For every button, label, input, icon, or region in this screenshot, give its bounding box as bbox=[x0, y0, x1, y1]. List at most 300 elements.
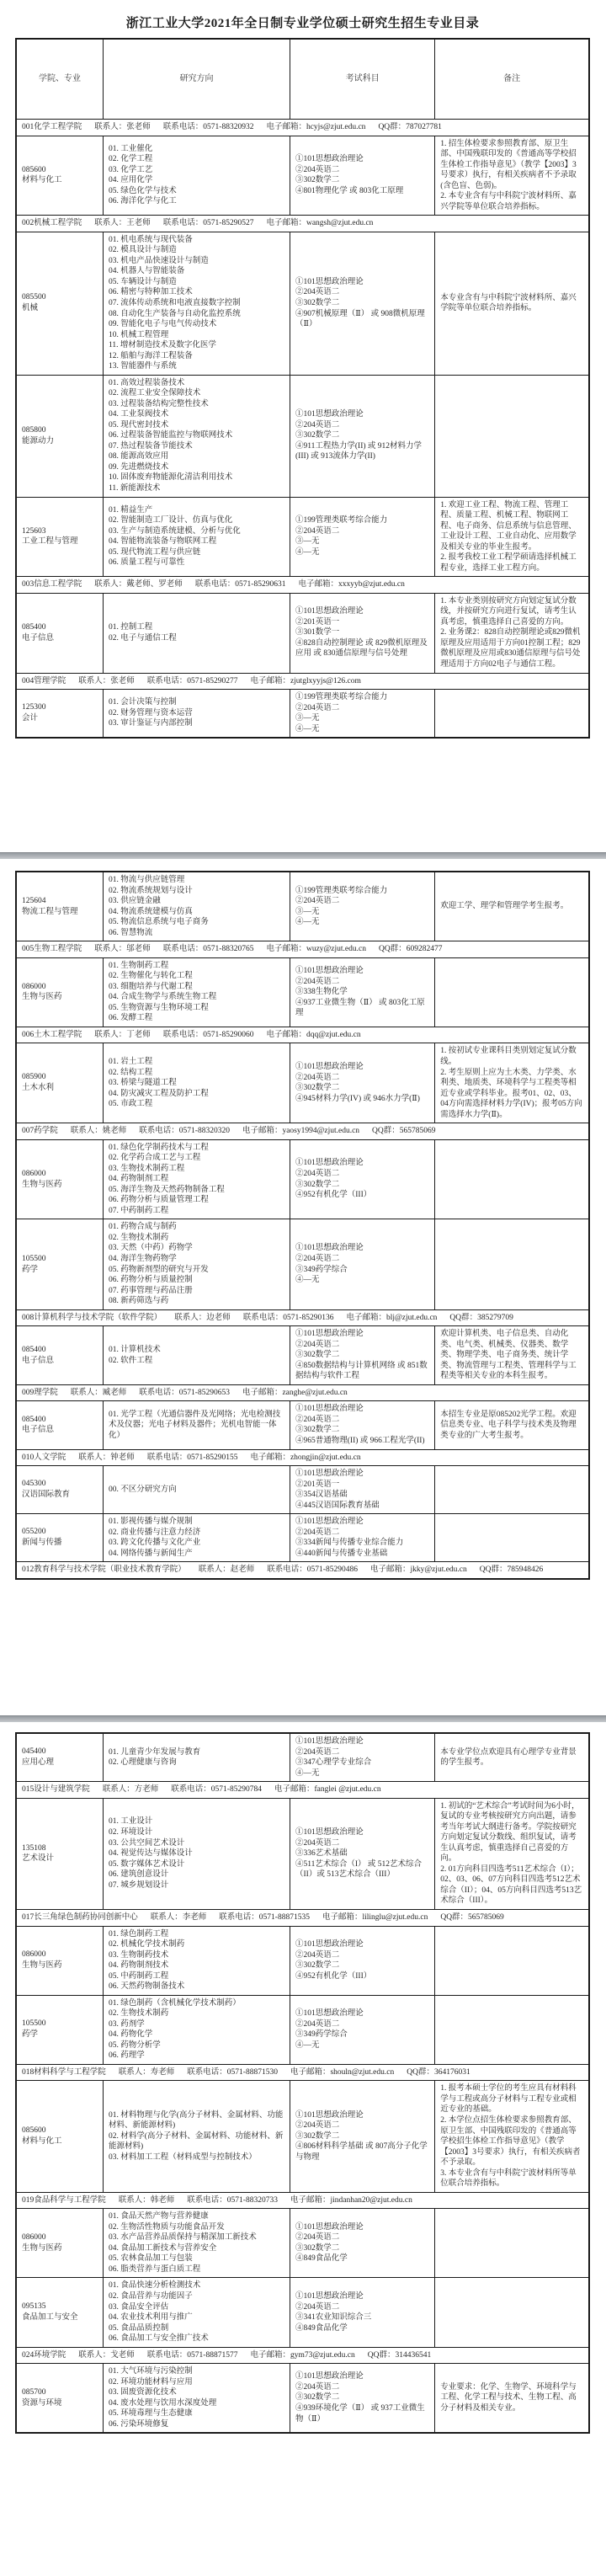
college-qq: QQ群：314436541 bbox=[367, 2350, 432, 2360]
column-header: 研究方向 bbox=[104, 39, 290, 120]
college-email: 电子邮箱：jkky@zjut.edu.cn bbox=[369, 1565, 467, 1575]
college-header-cell bbox=[16, 941, 589, 958]
college-name: 010人文学院 bbox=[22, 1453, 66, 1462]
directions-cell bbox=[104, 1401, 290, 1449]
exam-subject-item: ①101思想政治理论 bbox=[295, 2009, 364, 2019]
remarks-cell bbox=[435, 957, 589, 1027]
direction-item: 02. 结构工程 bbox=[109, 1068, 153, 1077]
direction-item: 04. 海洋生物药物学 bbox=[109, 1255, 177, 1263]
college-email: 电子邮箱：shouln@zjut.edu.cn bbox=[290, 2067, 395, 2077]
remarks-cell bbox=[435, 690, 589, 739]
direction-item: 05. 物流信息系统与电子商务 bbox=[109, 918, 209, 927]
exam-subject-item: ②201英语一 bbox=[295, 617, 340, 627]
program-cell bbox=[16, 1733, 104, 1782]
college-header-row bbox=[16, 120, 589, 136]
direction-item: 03. 供应链金融 bbox=[109, 897, 161, 906]
direction-item: 10. 机械工程管理 bbox=[109, 330, 169, 339]
direction-item: 03. 生物制药技术 bbox=[109, 1950, 169, 1960]
direction-item: 05. 食品品质控制 bbox=[109, 2323, 169, 2333]
college-header-row bbox=[16, 1123, 589, 1140]
college-phone: 联系电话：0571-88871577 bbox=[146, 2350, 238, 2360]
remarks-cell bbox=[435, 1219, 589, 1309]
exam-subject-item: ①101思想政治理论 bbox=[295, 2372, 364, 2381]
direction-item: 04. 机器人与智能装备 bbox=[109, 267, 185, 276]
college-name: 017长三角绿色制药协同创新中心 bbox=[22, 1912, 138, 1922]
college-contact: 联系人：姚老师 bbox=[70, 1127, 127, 1136]
direction-item: 01. 绿色化学制药技术与工程 bbox=[109, 1143, 209, 1152]
exam-subject-item: ①101思想政治理论 bbox=[295, 2291, 364, 2301]
exam-subject-item: ③301数学一 bbox=[295, 628, 340, 637]
direction-item: 02. 电子与通信工程 bbox=[109, 633, 177, 643]
direction-item: 04. 网络传播与新闻生产 bbox=[109, 1549, 193, 1558]
exam-subject-item: ④801物理化学 或 803化工原理 bbox=[295, 186, 404, 195]
program-name: 生物与医药 bbox=[22, 2243, 62, 2253]
exam-subject-item: ②204英语二 bbox=[295, 1838, 340, 1848]
exam-subject-item: ①101思想政治理论 bbox=[295, 2222, 364, 2232]
college-contact: 联系人：方老师 bbox=[102, 1785, 159, 1795]
exam-subject-item: ③302数学二 bbox=[295, 1426, 340, 1435]
document-title: 浙江工业大学2021年全日制专业学位硕士研究生招生专业目录 bbox=[125, 17, 480, 30]
program-row bbox=[16, 593, 589, 673]
page-separator bbox=[0, 1715, 606, 1722]
remarks-cell bbox=[435, 1926, 589, 1995]
direction-item: 03. 桥梁与隧道工程 bbox=[109, 1079, 177, 1088]
program-code: 125603 bbox=[22, 526, 46, 536]
program-code: 086000 bbox=[22, 982, 46, 991]
exam-subjects-cell bbox=[290, 2209, 435, 2278]
exam-subjects-cell bbox=[290, 2278, 435, 2347]
direction-item: 07. 热过程装备节能技术 bbox=[109, 441, 193, 451]
program-name: 汉语国际教育 bbox=[22, 1491, 71, 1500]
remark-item: 2. 报考我校工业工程学硕请选择机械工程专业，选择工业工程方向。 bbox=[440, 553, 577, 573]
college-header-row bbox=[16, 1384, 589, 1401]
exam-subject-item: ③—无 bbox=[295, 537, 320, 547]
program-row bbox=[16, 2209, 589, 2278]
program-cell bbox=[16, 1219, 104, 1309]
college-header-cell bbox=[16, 577, 589, 594]
program-row bbox=[16, 232, 589, 375]
exam-subject-item: ②204英语二 bbox=[295, 165, 340, 174]
exam-subjects-cell bbox=[290, 1798, 435, 1909]
direction-item: 08. 自动化生产装备与自动化监控系统 bbox=[109, 309, 241, 318]
college-header-cell bbox=[16, 1123, 589, 1140]
college-name: 019食品科学与工程学院 bbox=[22, 2195, 106, 2205]
directions-cell bbox=[104, 1926, 290, 1995]
exam-subject-item: ④945材料力学(IV) 或 946水力学(Ⅱ) bbox=[295, 1094, 420, 1103]
program-code: 085600 bbox=[22, 2126, 46, 2136]
college-phone: 联系电话：0571-85290060 bbox=[162, 1030, 254, 1039]
program-code: 125300 bbox=[22, 703, 46, 712]
exam-subject-item: ③338生物化学 bbox=[295, 988, 348, 997]
remark-item: 2. 业务课2：828自动控制理论或829微机原理及应用适用于方向01控制工程；829微机原理及应用或830通信原理与信号处理适用于方向02电子与通信工程。 bbox=[440, 628, 581, 669]
college-name: 004管理学院 bbox=[22, 676, 66, 685]
directions-cell bbox=[104, 593, 290, 673]
direction-item: 04. 工业泵阀技术 bbox=[109, 410, 169, 419]
college-contact: 联系人：王老师 bbox=[94, 219, 151, 228]
exam-subject-item: ③349药学综合 bbox=[295, 1265, 348, 1274]
exam-subject-item: ③—无 bbox=[295, 907, 320, 916]
program-cell bbox=[16, 136, 104, 216]
exam-subject-item: ③341农业知识综合三 bbox=[295, 2313, 372, 2323]
college-header-cell bbox=[16, 1309, 589, 1326]
exam-subject-item: ①101思想政治理论 bbox=[295, 155, 364, 164]
college-name: 018材料科学与工程学院 bbox=[22, 2067, 106, 2077]
admissions-table bbox=[15, 1732, 590, 2434]
exam-subject-item: ④937工业微生物（Ⅱ） 或 803化工原理 bbox=[295, 998, 425, 1018]
program-name: 生物与医药 bbox=[22, 1180, 62, 1189]
direction-item: 05. 绿色化学与技术 bbox=[109, 186, 177, 195]
table-body bbox=[16, 39, 589, 738]
program-cell bbox=[16, 1798, 104, 1909]
remarks-cell bbox=[435, 2209, 589, 2278]
remarks-cell bbox=[435, 136, 589, 216]
program-row bbox=[16, 1798, 589, 1909]
program-code: 086000 bbox=[22, 2233, 46, 2243]
direction-item: 02. 材料学(高分子材料、金属材料、功能材料、新能源材料) bbox=[109, 2131, 284, 2152]
college-name: 005生物工程学院 bbox=[22, 945, 82, 954]
program-cell bbox=[16, 375, 104, 497]
direction-item: 03. 生产与制造系统建模、分析与优化 bbox=[109, 526, 241, 536]
direction-item: 09. 先进燃烧技术 bbox=[109, 462, 169, 472]
exam-subject-item: ④911工程热力学(II) 或 912材料力学(III) 或 913流体力学(II) bbox=[295, 441, 423, 461]
program-row bbox=[16, 1466, 589, 1514]
directions-cell bbox=[104, 872, 290, 941]
exam-subject-item: ①101思想政治理论 bbox=[295, 1827, 364, 1837]
program-name: 生物与医药 bbox=[22, 1961, 62, 1971]
college-header-cell bbox=[16, 1562, 589, 1579]
program-name: 应用心理 bbox=[22, 1758, 55, 1768]
direction-item: 06. 食品加工与安全推广技术 bbox=[109, 2334, 209, 2344]
direction-item: 02. 化学药合成工艺与工程 bbox=[109, 1154, 201, 1163]
direction-item: 01. 儿童青少年发展与教育 bbox=[109, 1747, 201, 1757]
direction-item: 04. 智能物流装备与物联网工程 bbox=[109, 537, 217, 547]
exam-subject-item: ②204英语二 bbox=[295, 1950, 340, 1960]
program-code: 085500 bbox=[22, 293, 46, 302]
remark-item: 1. 按初试专业课科目类别划定复试分数线。 bbox=[440, 1047, 577, 1066]
exam-subject-item: ④939环境化学（Ⅱ） 或 937工业微生物（Ⅱ） bbox=[295, 2404, 425, 2424]
remarks-cell bbox=[435, 1139, 589, 1219]
program-name: 机械 bbox=[22, 304, 39, 313]
college-email: 电子邮箱：yaosy1994@zjut.edu.cn bbox=[242, 1127, 360, 1136]
direction-item: 05. 生物资源与生物环境工程 bbox=[109, 1003, 209, 1012]
remark-item: 欢迎工学、理学和管理学考生报考。 bbox=[440, 902, 569, 911]
remarks-cell bbox=[435, 2081, 589, 2192]
direction-item: 04. 药物制剂工程 bbox=[109, 1175, 169, 1184]
directions-cell bbox=[104, 2209, 290, 2278]
program-code: 095135 bbox=[22, 2302, 46, 2312]
program-row bbox=[16, 375, 589, 497]
direction-item: 02. 心理健康与咨询 bbox=[109, 1758, 177, 1768]
exam-subject-item: ④—无 bbox=[295, 547, 320, 557]
direction-item: 06. 质量工程与可靠性 bbox=[109, 558, 185, 568]
college-contact: 联系人：寿老师 bbox=[118, 2067, 175, 2077]
program-code: 086000 bbox=[22, 1950, 46, 1960]
exam-subject-item: ③302数学二 bbox=[295, 1351, 340, 1360]
college-header-row bbox=[16, 1562, 589, 1579]
remarks-cell bbox=[435, 1043, 589, 1123]
direction-item: 05. 中药制药工程 bbox=[109, 1971, 169, 1981]
direction-item: 01. 控制工程 bbox=[109, 623, 153, 632]
college-email: 电子邮箱：wuzy@zjut.edu.cn bbox=[266, 945, 366, 954]
directions-cell bbox=[104, 1326, 290, 1385]
exam-subject-item: ③—无 bbox=[295, 714, 320, 723]
direction-item: 04. 防灾减灾工程及防护工程 bbox=[109, 1089, 209, 1098]
exam-subject-item: ①101思想政治理论 bbox=[295, 277, 364, 286]
college-contact: 联系人：张老师 bbox=[94, 123, 151, 131]
college-header-cell bbox=[16, 216, 589, 232]
remarks-cell bbox=[435, 1326, 589, 1385]
college-name: 008计算机科学与技术学院（软件学院） bbox=[22, 1313, 162, 1322]
college-header-row bbox=[16, 1782, 589, 1799]
college-header-cell bbox=[16, 1782, 589, 1799]
program-cell bbox=[16, 593, 104, 673]
exam-subject-item: ③302数学二 bbox=[295, 2393, 340, 2403]
direction-item: 03. 水产品营养品质保持与精深加工新技术 bbox=[109, 2233, 257, 2243]
direction-item: 02. 机械化学技术制药 bbox=[109, 1940, 185, 1949]
direction-item: 03. 化学工艺 bbox=[109, 165, 153, 174]
direction-item: 01. 计算机技术 bbox=[109, 1345, 161, 1354]
direction-item: 01. 岩土工程 bbox=[109, 1057, 153, 1066]
direction-item: 03. 过程装备结构完整性技术 bbox=[109, 399, 209, 408]
college-header-cell bbox=[16, 1449, 589, 1466]
exam-subject-item: ②201英语一 bbox=[295, 1480, 340, 1489]
exam-subject-item: ④806材料科学基础 或 807高分子化学与物理 bbox=[295, 2142, 428, 2162]
program-row bbox=[16, 1326, 589, 1385]
college-header-cell bbox=[16, 2347, 589, 2364]
direction-item: 01. 药物合成与制药 bbox=[109, 1223, 177, 1232]
program-cell bbox=[16, 2081, 104, 2192]
program-cell bbox=[16, 872, 104, 941]
college-name: 012教育科学与技术学院（职业技术教育学院） bbox=[22, 1565, 186, 1575]
program-name: 艺术设计 bbox=[22, 1854, 55, 1864]
directions-cell bbox=[104, 136, 290, 216]
college-qq: QQ群：787027781 bbox=[378, 123, 442, 131]
exam-subject-item: ④828自动控制理论 或 829微机原理及应用 或 830通信原理与信号处理 bbox=[295, 638, 428, 659]
exam-subject-item: ④952有机化学（III） bbox=[295, 1971, 372, 1981]
college-contact: 联系人：丁老师 bbox=[94, 1030, 151, 1039]
direction-item: 05. 数字媒体艺术设计 bbox=[109, 1859, 185, 1869]
direction-item: 12. 船舶与海洋工程装备 bbox=[109, 351, 193, 360]
direction-item: 03. 食品安全评估 bbox=[109, 2302, 169, 2312]
direction-item: 04. 农业技术利用与推广 bbox=[109, 2313, 193, 2323]
exam-subject-item: ①101思想政治理论 bbox=[295, 1469, 364, 1479]
remark-item: 1. 本专业类别按研究方向划定复试分数线，并按研究方向进行复试，请考生认真考虑，慎重选择自己喜爱的方向。 bbox=[440, 596, 577, 627]
direction-item: 07. 中药制药工程 bbox=[109, 1206, 169, 1215]
admissions-table bbox=[15, 871, 590, 1580]
program-row bbox=[16, 497, 589, 577]
remarks-cell bbox=[435, 497, 589, 577]
program-cell bbox=[16, 957, 104, 1027]
directions-cell bbox=[104, 1219, 290, 1309]
exam-subjects-cell bbox=[290, 1139, 435, 1219]
remark-item: 2. 本学位点招生体检要求参照教育部、原卫生部、中国残联印发的《普通高等学校招生体检工作指导意见》（教学【2003】3号要求）执行，有相关疾病者不予录取。 bbox=[440, 2116, 581, 2168]
exam-subject-item: ①199管理类联考综合能力 bbox=[295, 516, 388, 525]
remarks-cell bbox=[435, 1466, 589, 1514]
program-name: 食品加工与安全 bbox=[22, 2313, 78, 2323]
exam-subject-item: ③302数学二 bbox=[295, 298, 340, 307]
exam-subject-item: ④—无 bbox=[295, 724, 320, 733]
college-contact: 联系人：戴老师、罗老师 bbox=[94, 580, 183, 589]
college-phone: 联系电话：0571-85290784 bbox=[171, 1785, 262, 1795]
exam-subject-item: ③349药学综合 bbox=[295, 2030, 348, 2040]
direction-item: 06. 发酵工程 bbox=[109, 1014, 153, 1023]
remarks-cell bbox=[435, 1995, 589, 2064]
program-row bbox=[16, 2364, 589, 2434]
college-email: 电子邮箱：zhongjin@zjut.edu.cn bbox=[250, 1453, 361, 1462]
table-body bbox=[16, 1733, 589, 2433]
directions-cell bbox=[104, 2081, 290, 2192]
exam-subject-item: ③302数学二 bbox=[295, 1084, 340, 1093]
program-code: 055200 bbox=[22, 1528, 46, 1537]
directions-cell bbox=[104, 232, 290, 375]
remark-item: 1. 报考本硕士学位的考生应具有材料科学与工程或高分子材料与工程专业或相近专业的基础。 bbox=[440, 2084, 577, 2115]
college-phone: 联系电话：0571-85290653 bbox=[139, 1388, 230, 1397]
program-cell bbox=[16, 1466, 104, 1514]
college-email: 电子邮箱：zanghe@zjut.edu.cn bbox=[242, 1388, 348, 1397]
program-code: 085900 bbox=[22, 1073, 46, 1082]
exam-subjects-cell bbox=[290, 1926, 435, 1995]
remark-item: 3. 本专业含有与中科院宁波材料所等单位联合培养指标。 bbox=[440, 2168, 577, 2189]
direction-item: 04. 合成生物学与系统生物工程 bbox=[109, 993, 217, 1002]
college-header-row bbox=[16, 216, 589, 232]
direction-item: 13. 智能器件与系统 bbox=[109, 362, 177, 371]
program-code: 085400 bbox=[22, 1345, 46, 1354]
exam-subject-item: ④440新闻与传播专业基础 bbox=[295, 1549, 388, 1558]
college-contact: 联系人：张老师 bbox=[78, 676, 135, 685]
program-row bbox=[16, 1043, 589, 1123]
exam-subject-item: ①101思想政治理论 bbox=[295, 410, 364, 419]
college-name: 009理学院 bbox=[22, 1388, 58, 1397]
direction-item: 06. 药物分析与质量控制 bbox=[109, 1276, 193, 1285]
college-header-cell bbox=[16, 1909, 589, 1926]
direction-item: 01. 食品快速分析检测技术 bbox=[109, 2281, 201, 2291]
exam-subject-item: ①101思想政治理论 bbox=[295, 1063, 364, 1072]
direction-item: 04. 药物制剂技术 bbox=[109, 1961, 169, 1971]
exam-subjects-cell bbox=[290, 2081, 435, 2192]
college-contact: 联系人：臧老师 bbox=[70, 1388, 127, 1397]
college-qq: QQ群：785948426 bbox=[479, 1565, 544, 1575]
direction-item: 04. 物流系统建模与仿真 bbox=[109, 907, 193, 916]
direction-item: 02. 软件工程 bbox=[109, 1356, 153, 1365]
exam-subject-item: ④849食品化学 bbox=[295, 2323, 348, 2333]
college-contact: 联系人：赵老师 bbox=[198, 1565, 255, 1575]
direction-item: 01. 材料物理与化学(高分子材料、金属材料、功能材料、新能源材料) bbox=[109, 2110, 284, 2131]
exam-subject-item: ③336艺术基础 bbox=[295, 1849, 348, 1859]
remarks-cell bbox=[435, 593, 589, 673]
college-header-row bbox=[16, 1449, 589, 1466]
direction-item: 06. 过程装备智能监控与物联网技术 bbox=[109, 431, 233, 440]
program-cell bbox=[16, 690, 104, 739]
program-cell bbox=[16, 1043, 104, 1123]
program-name: 新闻与传播 bbox=[22, 1539, 62, 1548]
remark-item: 1. 招生体检要求参照教育部、原卫生部、中国残联印发的《普通高等学校招生体检工作指导意见》（教学【2003】3号要求）执行，有相关疾病者不予录取(含色盲、色弱)。 bbox=[440, 139, 577, 190]
program-name: 土木水利 bbox=[22, 1084, 55, 1093]
remark-item: 1. 初试的“艺术综合”考试时间为6小时，复试的专业考核按研究方向出题，请参考当年考试大纲进行备考。学院按研究方向划定复试分数线、组织复试，请考生认真考虑，慎重选择自己喜爱的方向。 bbox=[440, 1801, 580, 1864]
direction-item: 06. 智慧物流 bbox=[109, 928, 153, 937]
exam-subject-item: ②204英语二 bbox=[295, 2121, 340, 2131]
remark-item: 2. 考生原则上应为土木类、力学类、水利类、地质类、环境科学与工程类等相近专业或学科毕业。报考01、02、03、04方向需选择材料力学(IV)；报考05方向需选择水力学(Ⅱ)。 bbox=[440, 1068, 582, 1119]
college-contact: 联系人：韩老师 bbox=[118, 2195, 175, 2205]
exam-subjects-cell bbox=[290, 497, 435, 577]
direction-item: 02. 流程工业安全保障技术 bbox=[109, 389, 201, 398]
direction-item: 02. 生物技术制药 bbox=[109, 1233, 169, 1242]
direction-item: 01. 食品天然产物与营养健康 bbox=[109, 2212, 209, 2221]
program-cell bbox=[16, 2209, 104, 2278]
directions-cell bbox=[104, 497, 290, 577]
direction-item: 01. 机电系统与现代装备 bbox=[109, 235, 193, 244]
program-cell bbox=[16, 1926, 104, 1995]
exam-subject-item: ②204英语二 bbox=[295, 526, 340, 536]
college-header-row bbox=[16, 2064, 589, 2081]
remarks-cell bbox=[435, 1401, 589, 1449]
program-row bbox=[16, 1995, 589, 2064]
college-contact: 联系人：邬老师 bbox=[94, 945, 151, 954]
direction-item: 02. 财务管理与资本运营 bbox=[109, 708, 193, 717]
college-email: 电子邮箱：blj@zjut.edu.cn bbox=[346, 1313, 438, 1322]
exam-subject-item: ③302数学二 bbox=[295, 2243, 340, 2253]
direction-item: 05. 环境毒理与生态健康 bbox=[109, 2409, 193, 2419]
directions-cell bbox=[104, 1514, 290, 1562]
college-header-cell bbox=[16, 2192, 589, 2209]
column-header: 考试科目 bbox=[290, 39, 435, 120]
program-row bbox=[16, 1219, 589, 1309]
exam-subjects-cell bbox=[290, 1995, 435, 2064]
college-header-row bbox=[16, 1309, 589, 1326]
college-phone: 联系电话：0571-88871535 bbox=[219, 1912, 310, 1922]
direction-item: 07. 城乡规划设计 bbox=[109, 1880, 169, 1890]
program-row bbox=[16, 136, 589, 216]
college-phone: 联系电话：0571-88320932 bbox=[162, 123, 254, 131]
direction-item: 06. 药理学 bbox=[109, 2051, 145, 2061]
program-name: 药学 bbox=[22, 1265, 39, 1274]
program-cell bbox=[16, 1401, 104, 1449]
exam-subject-item: ②204英语二 bbox=[295, 1415, 340, 1424]
exam-subject-item: ②204英语二 bbox=[295, 1073, 340, 1082]
exam-subjects-cell bbox=[290, 1326, 435, 1385]
direction-item: 01. 会计决策与控制 bbox=[109, 698, 177, 707]
direction-item: 02. 物流系统规划与设计 bbox=[109, 886, 193, 895]
direction-item: 03. 机电产品快速设计与制造 bbox=[109, 256, 209, 265]
exam-subject-item: ④952有机化学（III） bbox=[295, 1191, 372, 1200]
column-header: 备注 bbox=[435, 39, 589, 120]
exam-subject-item: ④—无 bbox=[295, 918, 320, 927]
college-phone: 联系电话：0571-88320765 bbox=[162, 945, 254, 954]
college-qq: QQ群：565785069 bbox=[440, 1912, 504, 1922]
college-qq: QQ群：385279709 bbox=[449, 1313, 513, 1322]
directions-cell bbox=[104, 2364, 290, 2434]
college-header-row bbox=[16, 2347, 589, 2364]
exam-subject-item: ③302数学二 bbox=[295, 2131, 340, 2141]
program-name: 物流工程与管理 bbox=[22, 907, 78, 916]
exam-subject-item: ③354汉语基础 bbox=[295, 1491, 348, 1500]
program-name: 会计 bbox=[22, 714, 39, 723]
remarks-cell bbox=[435, 2364, 589, 2434]
program-row bbox=[16, 1139, 589, 1219]
exam-subjects-cell bbox=[290, 1401, 435, 1449]
direction-item: 01. 绿色制药工程 bbox=[109, 1929, 169, 1939]
direction-item: 02. 模具设计与制造 bbox=[109, 246, 177, 255]
direction-item: 02. 商业传播与注意力经济 bbox=[109, 1528, 201, 1537]
direction-item: 02. 生物催化与转化工程 bbox=[109, 972, 193, 981]
direction-item: 02. 生物活性物质与功能食品开发 bbox=[109, 2222, 225, 2232]
direction-item: 02. 环境功能材料与应用 bbox=[109, 2377, 193, 2387]
college-phone: 联系电话：0571-85290631 bbox=[194, 580, 286, 589]
remarks-cell bbox=[435, 232, 589, 375]
direction-item: 05. 车辆设计与制造 bbox=[109, 277, 177, 286]
direction-item: 06. 脂类营养与蛋白质工程 bbox=[109, 2264, 201, 2274]
direction-item: 06. 药物分析与质量管理工程 bbox=[109, 1196, 209, 1205]
program-code: 045400 bbox=[22, 1747, 46, 1757]
